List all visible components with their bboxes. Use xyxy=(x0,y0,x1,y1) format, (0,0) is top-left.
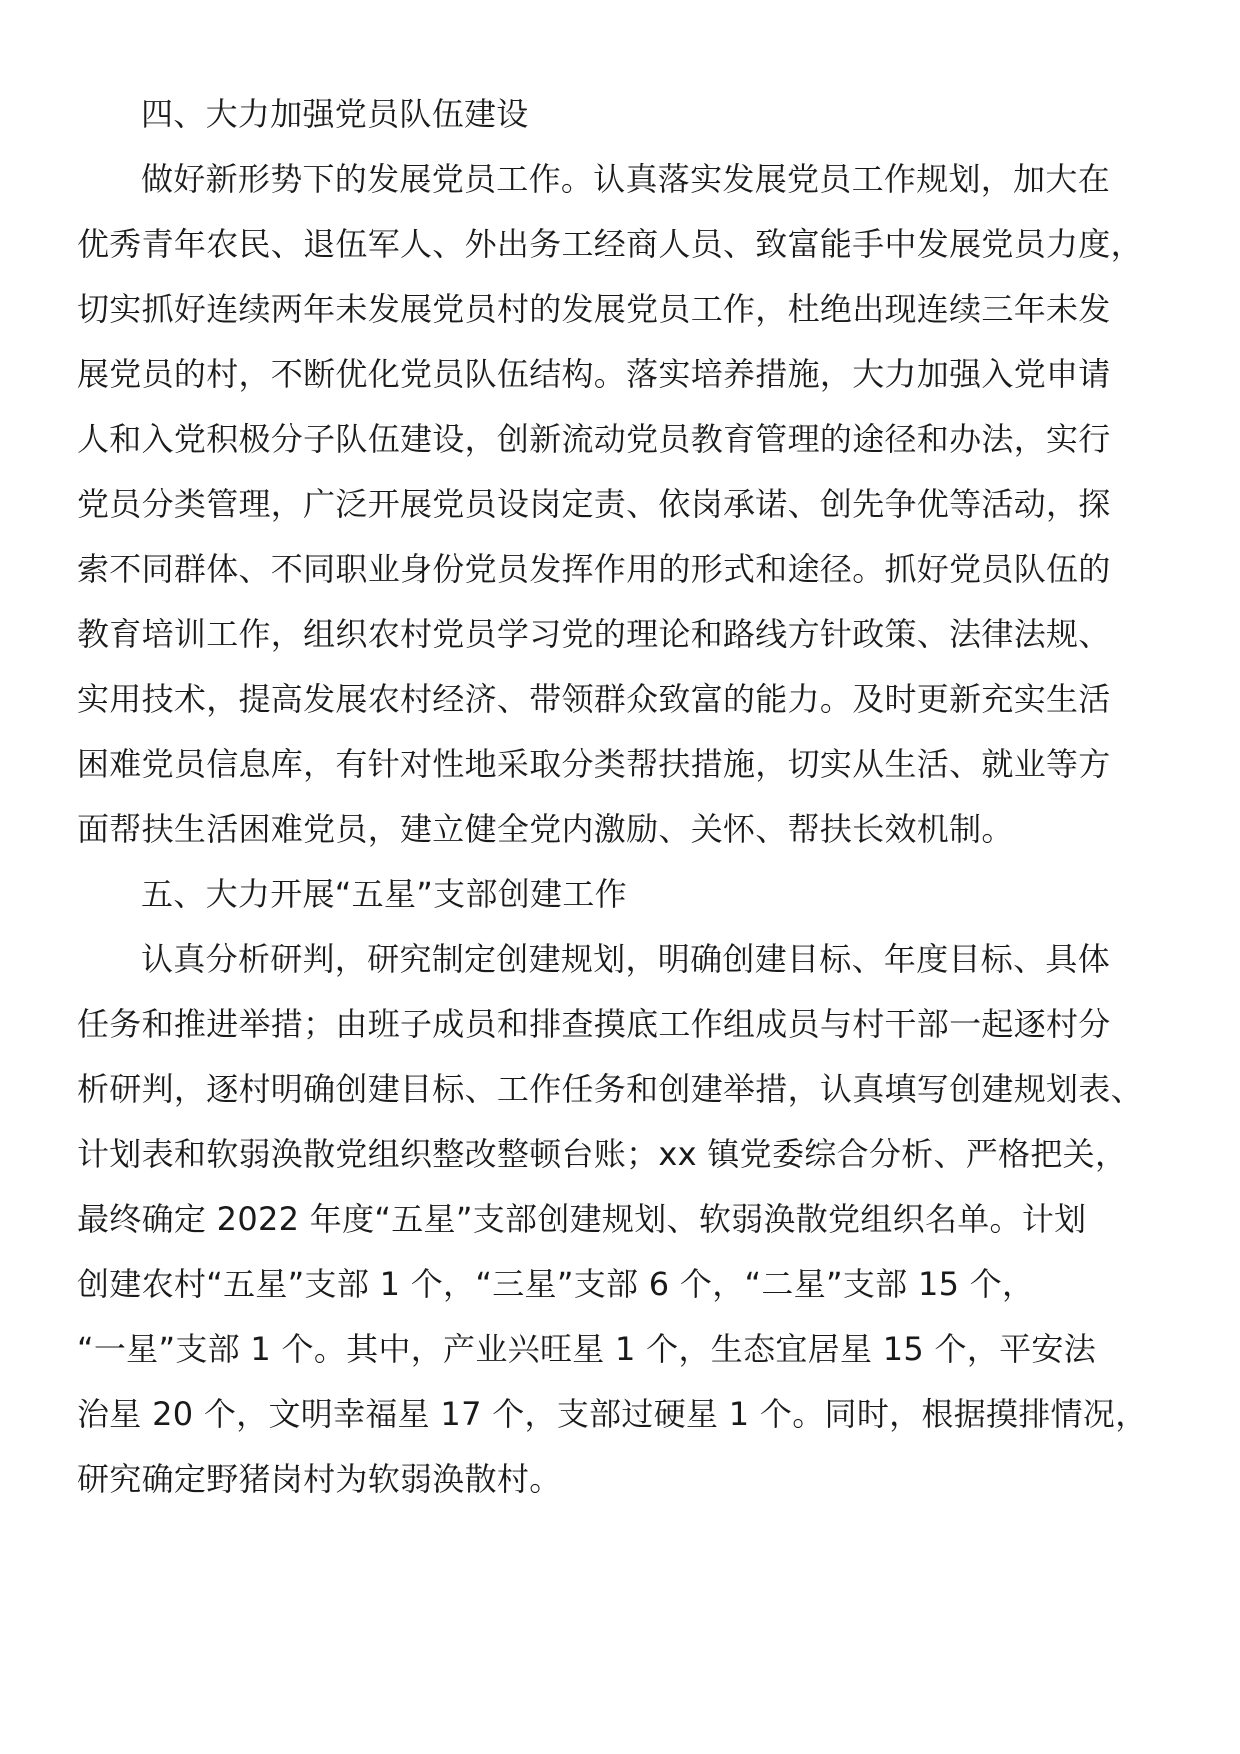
section-4-heading: 四、大力加强党员队伍建设 xyxy=(141,95,529,133)
paragraph-line: 创建农村“五星”支部 1 个，“三星”支部 6 个，“二星”支部 15 个， xyxy=(77,1265,1035,1303)
paragraph-line: 计划表和软弱涣散党组织整改整顿台账；xx 镇党委综合分析、严格把关， xyxy=(77,1135,1128,1173)
section-5 xyxy=(77,862,1177,1512)
paragraph-line: 最终确定 2022 年度“五星”支部创建规划、软弱涣散党组织名单。计划 xyxy=(77,1200,1087,1238)
paragraph-line: 做好新形势下的发展党员工作。认真落实发展党员工作规划，加大在 xyxy=(141,160,1111,198)
paragraph-line: “一星”支部 1 个。其中，产业兴旺星 1 个，生态宜居星 15 个，平安法 xyxy=(77,1330,1097,1368)
document-page xyxy=(77,82,1177,1512)
paragraph-line: 研究确定野猪岗村为软弱涣散村。 xyxy=(77,1460,562,1498)
section-5-heading: 五、大力开展“五星”支部创建工作 xyxy=(141,875,627,913)
paragraph-line: 切实抓好连续两年未发展党员村的发展党员工作，杜绝出现连续三年未发 xyxy=(77,290,1111,328)
section-4 xyxy=(77,82,1177,862)
section-4-paragraph xyxy=(77,147,1177,862)
paragraph-line: 析研判，逐村明确创建目标、工作任务和创建举措，认真填写创建规划表、 xyxy=(77,1070,1143,1108)
paragraph-line: 治星 20 个，文明幸福星 17 个，支部过硬星 1 个。同时，根据摸排情况， xyxy=(77,1395,1148,1433)
paragraph-line: 任务和推进举措；由班子成员和排查摸底工作组成员与村干部一起逐村分 xyxy=(77,1005,1111,1043)
paragraph-line: 实用技术，提高发展农村经济、带领群众致富的能力。及时更新充实生活 xyxy=(77,680,1111,718)
paragraph-line: 优秀青年农民、退伍军人、外出务工经商人员、致富能手中发展党员力度， xyxy=(77,225,1143,263)
paragraph-line: 人和入党积极分子队伍建设，创新流动党员教育管理的途径和办法，实行 xyxy=(77,420,1111,458)
paragraph-line: 认真分析研判，研究制定创建规划，明确创建目标、年度目标、具体 xyxy=(141,940,1111,978)
paragraph-line: 教育培训工作，组织农村党员学习党的理论和路线方针政策、法律法规、 xyxy=(77,615,1111,653)
paragraph-line: 面帮扶生活困难党员，建立健全党内激励、关怀、帮扶长效机制。 xyxy=(77,810,1014,848)
paragraph-line: 索不同群体、不同职业身份党员发挥作用的形式和途径。抓好党员队伍的 xyxy=(77,550,1111,588)
paragraph-line: 党员分类管理，广泛开展党员设岗定责、依岗承诺、创先争优等活动，探 xyxy=(77,485,1111,523)
paragraph-line: 展党员的村，不断优化党员队伍结构。落实培养措施，大力加强入党申请 xyxy=(77,355,1111,393)
section-5-paragraph xyxy=(77,927,1177,1512)
paragraph-line: 困难党员信息库，有针对性地采取分类帮扶措施，切实从生活、就业等方 xyxy=(77,745,1111,783)
